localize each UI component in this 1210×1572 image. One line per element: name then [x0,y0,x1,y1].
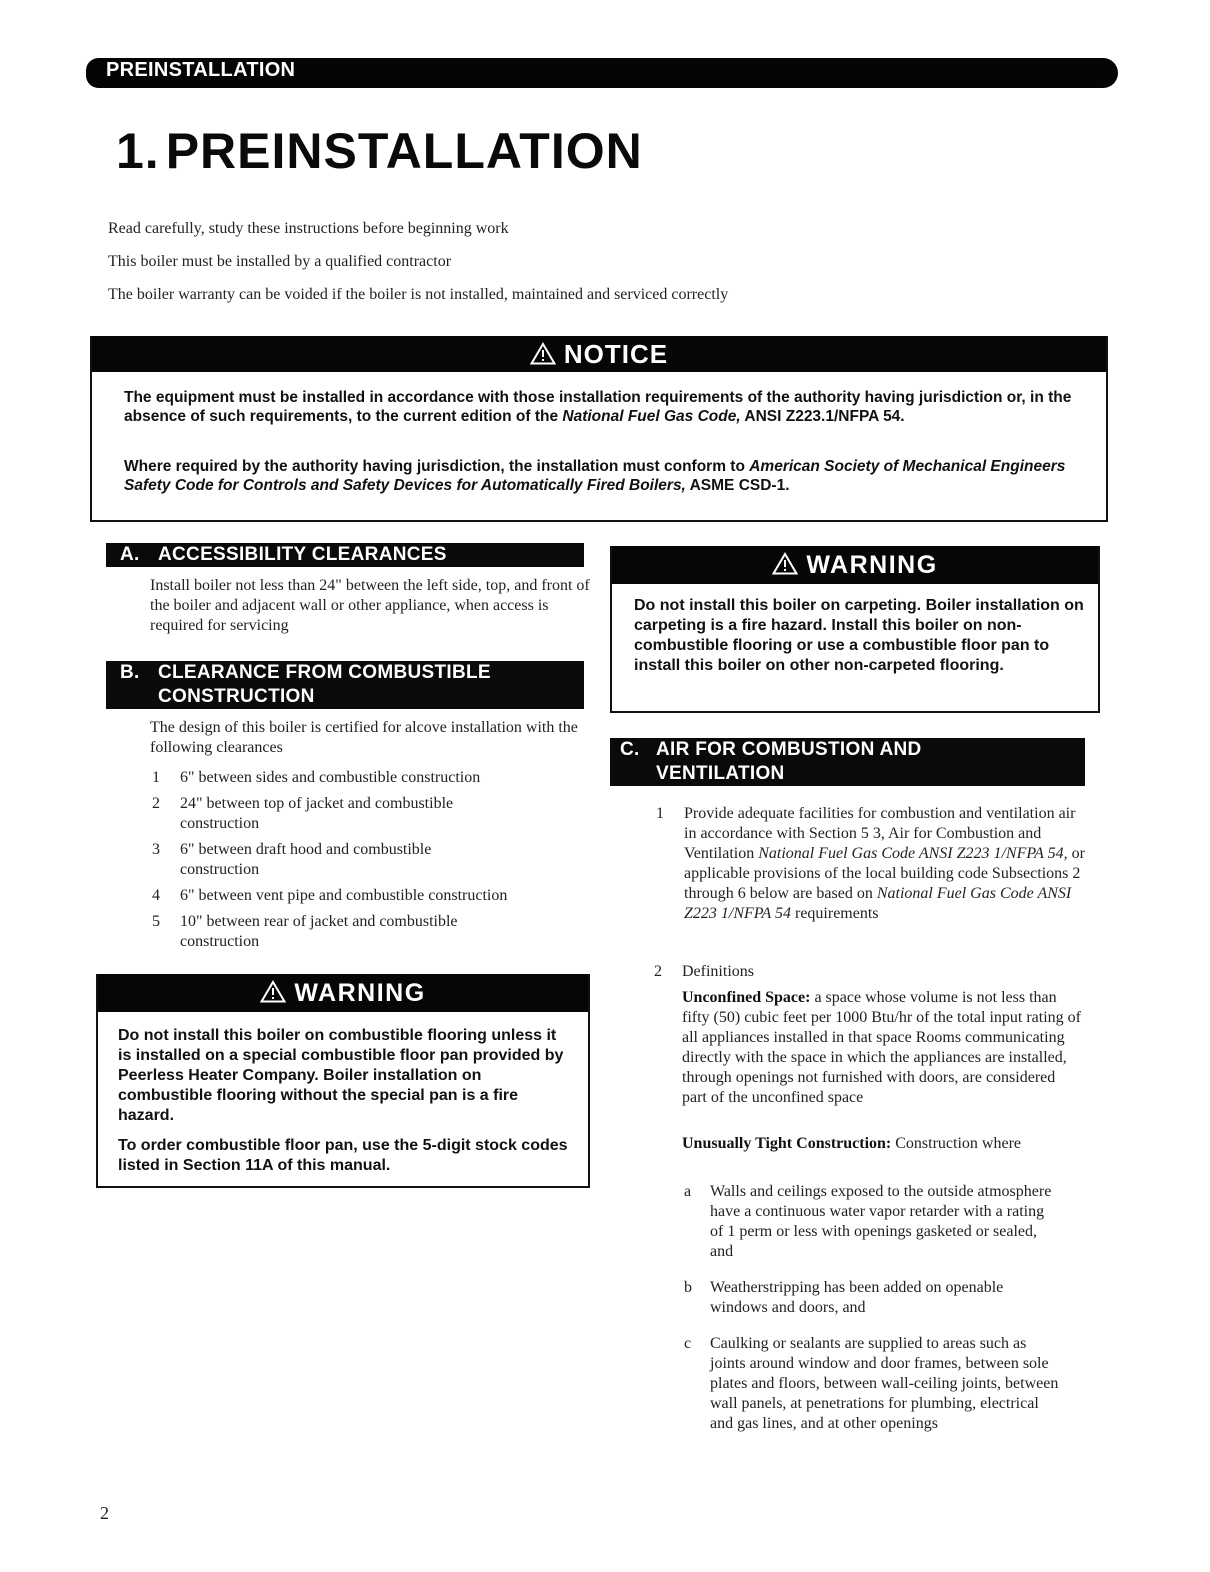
notice-title: NOTICE [563,339,669,369]
definition-unconfined-space: Unconfined Space: a space whose volume is not less than fifty (50) cubic feet per 1000 Btu/hr of the total input rating of all appliances installed in that space Rooms communicating directly with the space in which the appliances are installed, through openings not furnished with doors, are considered part of the unconfined space [682,989,1081,1106]
section-b-header: B. CLEARANCE FROM COMBUSTIBLE CONSTRUCTION [106,661,584,709]
section-a-text: Install boiler not less than 24" between the left side, top, and front of the boiler and adjacent wall or other appliance, when access is required for servicing [150,577,590,634]
intro-line: Read carefully, study these instructions before beginning work [108,220,509,237]
warning-triangle-icon [260,980,286,1003]
chapter-title [116,122,643,180]
warning-text: Do not install this boiler on carpeting. Boiler installation on carpeting is a fire hazard. Install this boiler on non-combustible flooring or use a combustible floor pan to install this boiler on other non-carpeted flooring. [634,597,1084,674]
warning-header: WARNING [98,974,588,1012]
notice-box [90,336,1108,522]
chapter-number: 1. [116,123,160,179]
warning-header: WARNING [612,546,1098,584]
warning-triangle-icon [772,552,798,575]
warning-text: Do not install this boiler on combustible flooring unless it is installed on a special combustible floor pan provided by Peerless Heater Company. Boiler installation on combustible flooring without the special pan is a fire hazard. [118,1027,564,1124]
banner-title: PREINSTALLATION [106,59,296,81]
section-c-header: C. AIR FOR COMBUSTION AND VENTILATION [610,738,1085,786]
warning-box-flooring [96,974,590,1188]
warning-text: To order combustible floor pan, use the 5-digit stock codes listed in Section 11A of this manual. [118,1137,568,1174]
intro-line: This boiler must be installed by a qualified contractor [108,253,452,270]
chapter-title-text: PREINSTALLATION [165,123,643,179]
page-number: 2 [100,1503,109,1523]
notice-paragraph: The equipment must be installed in accordance with those installation requirements of the authority having jurisdiction or, in the absence of such requirements, to the current edition of the National Fuel Gas Code, ANSI Z223.1/NFPA 54. [124,389,1072,425]
warning-box-carpeting [610,546,1100,713]
intro-line: The boiler warranty can be voided if the boiler is not installed, maintained and serviced correctly [108,286,729,303]
section-b-text: The design of this boiler is certified for alcove installation with the following clearances [150,719,578,756]
section-a-header: A. ACCESSIBILITY CLEARANCES [106,543,584,567]
notice-header [92,336,1106,372]
warning-triangle-icon [530,342,556,365]
definition-tight-construction: Unusually Tight Construction: Construction where [682,1135,1021,1152]
section-banner [86,58,1118,88]
notice-paragraph: Where required by the authority having jurisdiction, the installation must conform to American Society of Mechanical Engineers Safety Code for Controls and Safety Devices for Automatically Fired Boilers, ASME CSD-1. [124,458,1066,494]
